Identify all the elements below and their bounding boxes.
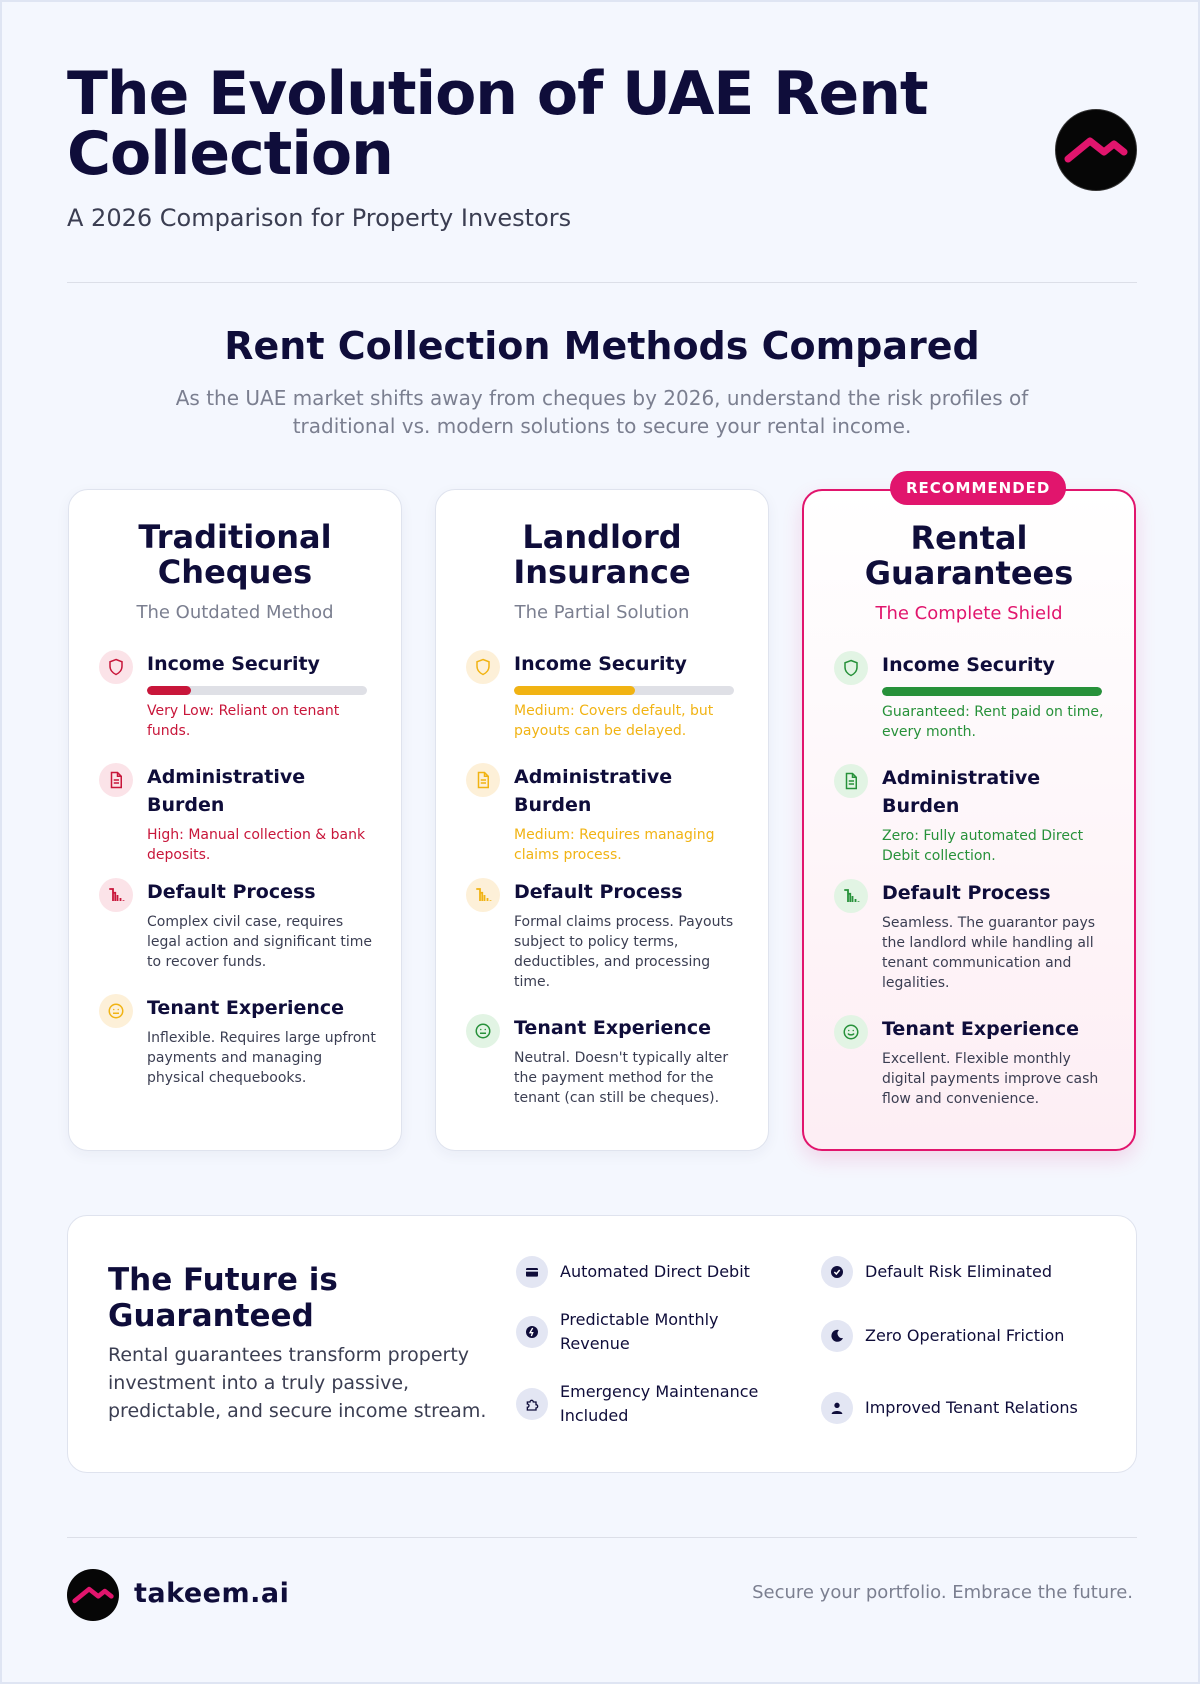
future-description: Rental guarantees transform property investment into a truly passive, predictable, and secure income stream. — [108, 1344, 487, 1422]
roof-logo-icon — [1064, 135, 1128, 165]
feature-name: Default Process — [147, 881, 316, 903]
shield-icon — [466, 650, 500, 684]
feature-description: Formal claims process. Payouts subject to policy terms, deductibles, and processing time. — [514, 914, 734, 990]
page-subtitle: A 2026 Comparison for Property Investors — [67, 204, 572, 232]
document-icon — [466, 763, 500, 797]
future-panel — [67, 1215, 1137, 1473]
benefit-item — [516, 1308, 796, 1356]
feature-name: Income Security — [882, 654, 1055, 676]
feature-name: Administrative Burden — [147, 766, 306, 816]
smile-icon — [834, 1015, 868, 1049]
feature-description: Very Low: Reliant on tenant funds. — [147, 703, 340, 739]
feature-description: Seamless. The guarantor pays the landlord while handling all tenant communication and legalities. — [882, 915, 1096, 991]
feature-name: Tenant Experience — [882, 1018, 1080, 1040]
income-security-bar — [147, 686, 367, 695]
card-rental-guarantees — [802, 479, 1136, 1151]
card-title: Traditional Cheques — [138, 518, 332, 591]
bars-icon — [466, 878, 500, 912]
feature-description: Guaranteed: Rent paid on time, every month. — [882, 704, 1104, 740]
card-traditional-cheques — [68, 489, 402, 1151]
neutral-face-icon — [466, 1014, 500, 1048]
header — [67, 59, 1137, 232]
feature-description: Zero: Fully automated Direct Debit collection. — [882, 828, 1084, 864]
feature-tenant-experience — [834, 1015, 1114, 1109]
section-description: As the UAE market shifts away from cheques by 2026, understand the risk profiles of traditional vs. modern solutions to secure your rental income. — [175, 386, 1029, 438]
future-title: The Future is Guaranteed — [108, 1262, 338, 1334]
person-icon — [821, 1392, 853, 1424]
takeem-logo-small — [67, 1569, 119, 1621]
feature-name: Tenant Experience — [147, 997, 345, 1019]
feature-administrative-burden — [834, 764, 1114, 866]
feature-name: Administrative Burden — [882, 767, 1041, 817]
header-divider — [67, 282, 1137, 283]
feature-default-process — [834, 879, 1114, 993]
benefit-label: Zero Operational Friction — [865, 1326, 1065, 1345]
document-icon — [834, 764, 868, 798]
feature-description: Neutral. Doesn't typically alter the payment method for the tenant (can still be cheques). — [514, 1050, 729, 1106]
feature-administrative-burden — [466, 763, 746, 865]
bars-icon — [99, 878, 133, 912]
income-security-bar — [882, 687, 1102, 696]
card-icon — [516, 1256, 548, 1288]
feature-name: Income Security — [147, 653, 320, 675]
card-subtitle: The Outdated Method — [136, 602, 334, 623]
feature-description: Complex civil case, requires legal action and significant time to recover funds. — [147, 914, 373, 970]
feature-income-security — [834, 651, 1114, 742]
roof-logo-icon — [72, 1585, 114, 1605]
shield-icon — [834, 651, 868, 685]
puzzle-icon — [516, 1388, 548, 1420]
feature-description: Medium: Requires managing claims process. — [514, 827, 715, 863]
section-title: Rent Collection Methods Compared — [224, 324, 980, 368]
feature-income-security — [466, 650, 746, 741]
takeem-logo — [1055, 109, 1137, 191]
shield-icon — [99, 650, 133, 684]
feature-name: Tenant Experience — [514, 1017, 712, 1039]
brand-name: takeem.ai — [134, 1578, 290, 1609]
card-title: Rental Guarantees — [864, 519, 1074, 592]
footer-tagline: Secure your portfolio. Embrace the future. — [752, 1582, 1133, 1603]
benefit-item — [821, 1256, 1121, 1288]
feature-income-security — [99, 650, 379, 741]
moon-icon — [821, 1320, 853, 1352]
income-security-bar — [514, 686, 734, 695]
check-badge-icon — [821, 1256, 853, 1288]
neutral-face-icon — [99, 994, 133, 1028]
benefit-label: Automated Direct Debit — [560, 1262, 750, 1281]
feature-tenant-experience — [466, 1014, 746, 1108]
footer-divider — [67, 1537, 1137, 1538]
feature-default-process — [466, 878, 746, 992]
benefit-label: Improved Tenant Relations — [865, 1398, 1078, 1417]
benefit-item — [821, 1392, 1121, 1424]
feature-default-process — [99, 878, 379, 972]
benefit-label: Predictable Monthly Revenue — [560, 1310, 719, 1353]
feature-name: Income Security — [514, 653, 687, 675]
recommended-badge: RECOMMENDED — [890, 471, 1066, 505]
card-subtitle: The Partial Solution — [514, 602, 690, 623]
feature-description: Excellent. Flexible monthly digital payments improve cash flow and convenience. — [882, 1051, 1099, 1107]
benefit-item — [821, 1320, 1121, 1352]
card-subtitle: The Complete Shield — [875, 603, 1063, 624]
page-title: The Evolution of UAE Rent Collection — [67, 59, 928, 189]
bars-icon — [834, 879, 868, 913]
card-landlord-insurance — [435, 489, 769, 1151]
benefit-label: Default Risk Eliminated — [865, 1262, 1053, 1281]
coin-icon — [516, 1316, 548, 1348]
benefit-item — [516, 1256, 796, 1288]
feature-name: Default Process — [514, 881, 683, 903]
feature-description: Inflexible. Requires large upfront payments and managing physical chequebooks. — [147, 1030, 376, 1086]
benefit-item — [516, 1380, 796, 1428]
card-title: Landlord Insurance — [513, 518, 691, 591]
feature-description: Medium: Covers default, but payouts can be delayed. — [514, 703, 714, 739]
feature-administrative-burden — [99, 763, 379, 865]
benefit-label: Emergency Maintenance Included — [560, 1382, 759, 1425]
document-icon — [99, 763, 133, 797]
feature-name: Default Process — [882, 882, 1051, 904]
feature-name: Administrative Burden — [514, 766, 673, 816]
feature-tenant-experience — [99, 994, 379, 1088]
feature-description: High: Manual collection & bank deposits. — [147, 827, 366, 863]
